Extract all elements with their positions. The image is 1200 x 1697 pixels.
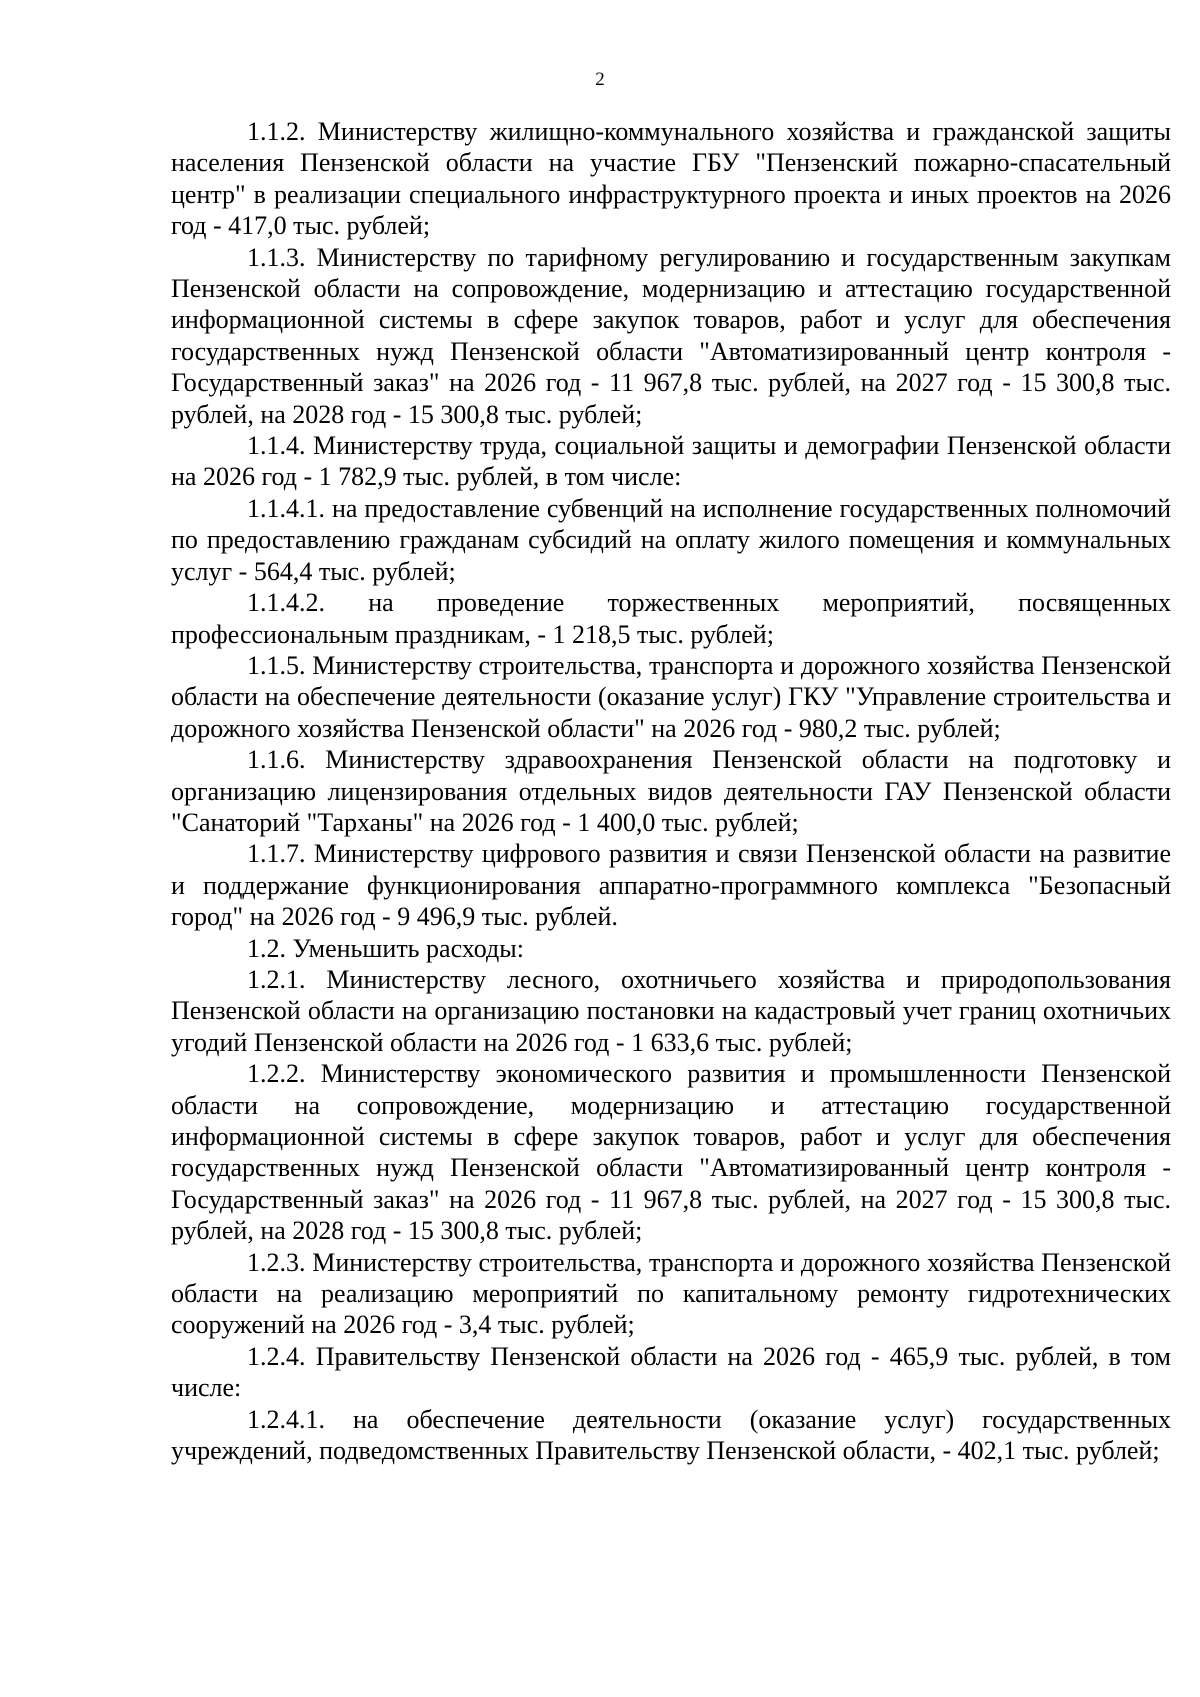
page-number: 2 [595, 69, 605, 90]
paragraph-1-1-7: 1.1.7. Министерству цифрового развития и связи Пензенской области на развитие и поддержание функционирования аппаратно-программного комплекса "Безопасный город" на 2026 год - 9 496,9 тыс. рублей. [171, 839, 1171, 932]
paragraph-1-1-3: 1.1.3. Министерству по тарифному регулированию и государственным закупкам Пензенской области на сопровождение, модернизацию и аттестацию государственной информационной системы в сфере закупок товаров, работ и услуг для обеспечения государственных нужд Пензенской области "Автоматизированный центр контроля - Государственный заказ" на 2026 год - 11 967,8 тыс. рублей, на 2027 год - 15 300,8 тыс. рублей, на 2028 год - 15 300,8 тыс. рублей; [171, 242, 1171, 429]
paragraph-1-2-3: 1.2.3. Министерству строительства, транспорта и дорожного хозяйства Пензенской области на реализацию мероприятий по капитальному ремонту гидротехнических сооружений на 2026 год - 3,4 тыс. рублей; [171, 1247, 1171, 1340]
document-body [171, 116, 1171, 1466]
paragraph-1-2-1: 1.2.1. Министерству лесного, охотничьего хозяйства и природопользования Пензенской области на организацию постановки на кадастровый учет границ охотничьих угодий Пензенской области на 2026 год - 1 633,6 тыс. рублей; [171, 964, 1171, 1057]
paragraph-1-2-4: 1.2.4. Правительству Пензенской области на 2026 год - 465,9 тыс. рублей, в том числе: [171, 1341, 1171, 1403]
paragraph-1-2-2: 1.2.2. Министерству экономического развития и промышленности Пензенской области на сопровождение, модернизацию и аттестацию государственной информационной системы в сфере закупок товаров, работ и услуг для обеспечения государственных нужд Пензенской области "Автоматизированный центр контроля - Государственный заказ" на 2026 год - 11 967,8 тыс. рублей, на 2027 год - 15 300,8 тыс. рублей, на 2028 год - 15 300,8 тыс. рублей; [171, 1059, 1171, 1246]
paragraph-1-2-4-1: 1.2.4.1. на обеспечение деятельности (оказание услуг) государственных учреждений, подведомственных Правительству Пензенской области, - 402,1 тыс. рублей; [171, 1404, 1171, 1466]
paragraph-1-2: 1.2. Уменьшить расходы: [247, 933, 524, 963]
paragraph-1-1-4-1: 1.1.4.1. на предоставление субвенций на исполнение государственных полномочий по предоставлению гражданам субсидий на оплату жилого помещения и коммунальных услуг - 564,4 тыс. рублей; [171, 493, 1171, 586]
paragraph-1-1-4-2: 1.1.4.2. на проведение торжественных мероприятий, посвященных профессиональным праздникам, - 1 218,5 тыс. рублей; [171, 588, 1171, 649]
paragraph-1-1-6: 1.1.6. Министерству здравоохранения Пензенской области на подготовку и организацию лицензирования отдельных видов деятельности ГАУ Пензенской области "Санаторий "Тарханы" на 2026 год - 1 400,0 тыс. рублей; [171, 745, 1171, 837]
paragraph-1-1-5: 1.1.5. Министерству строительства, транспорта и дорожного хозяйства Пензенской области на обеспечение деятельности (оказание услуг) ГКУ "Управление строительства и дорожного хозяйства Пензенской области" на 2026 год - 980,2 тыс. рублей; [171, 650, 1171, 743]
paragraph-1-1-4: 1.1.4. Министерству труда, социальной защиты и демографии Пензенской области на 2026 год - 1 782,9 тыс. рублей, в том числе: [171, 431, 1171, 492]
paragraph-1-1-2: 1.1.2. Министерству жилищно-коммунального хозяйства и гражданской защиты населения Пензенской области на участие ГБУ "Пензенский пожарно-спасательный центр" в реализации специального инфраструктурного проекта и иных проектов на 2026 год - 417,0 тыс. рублей; [171, 117, 1171, 241]
